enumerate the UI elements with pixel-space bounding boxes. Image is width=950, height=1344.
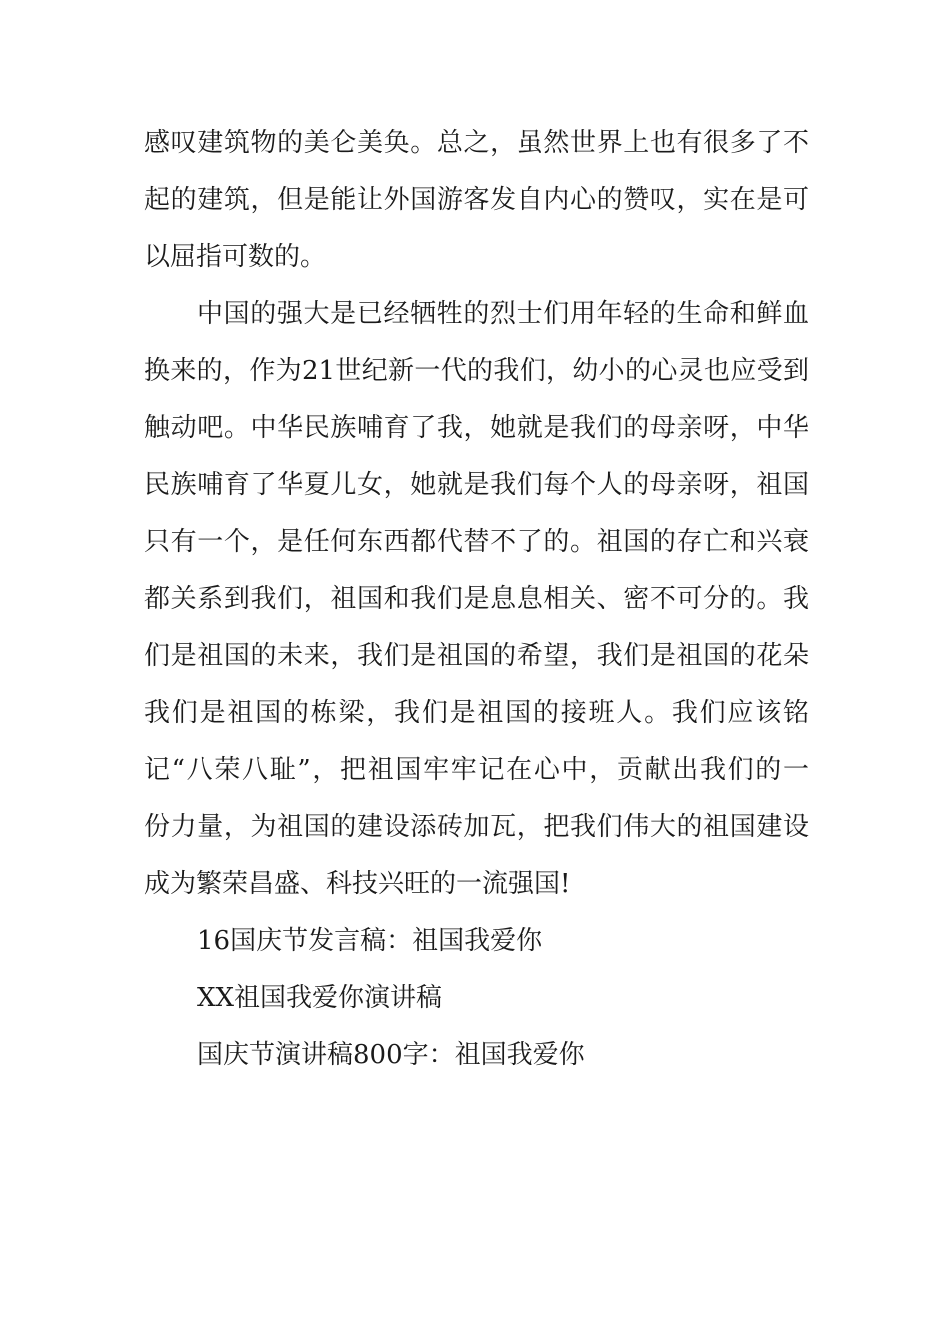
related-link[interactable]: XX祖国我爱你演讲稿 (197, 983, 443, 1013)
text-line: 都关系到我们，祖国和我们是息息相关、密不可分的。我 (144, 584, 809, 614)
text-line: 只有一个，是任何东西都代替不了的。祖国的存亡和兴衰 (144, 527, 809, 557)
text-line: 触动吧。中华民族哺育了我，她就是我们的母亲呀，中华 (144, 413, 809, 443)
text-line: 成为繁荣昌盛、科技兴旺的一流强国! (144, 869, 571, 899)
related-link[interactable]: 16国庆节发言稿：祖国我爱你 (197, 926, 543, 956)
text-line: 民族哺育了华夏儿女，她就是我们每个人的母亲呀，祖国 (144, 470, 809, 500)
text-line: 起的建筑，但是能让外国游客发自内心的赞叹，实在是可 (144, 185, 809, 215)
related-link[interactable]: 国庆节演讲稿800字：祖国我爱你 (197, 1040, 585, 1070)
text-line: 换来的，作为21世纪新一代的我们，幼小的心灵也应受到 (144, 356, 809, 386)
text-line: 中国的强大是已经牺牲的烈士们用年轻的生命和鲜血 (197, 299, 809, 329)
text-line: 份力量，为祖国的建设添砖加瓦，把我们伟大的祖国建设 (144, 812, 809, 842)
paragraph-1 (144, 115, 809, 286)
text-line: 我们是祖国的栋梁，我们是祖国的接班人。我们应该铭 (144, 698, 809, 728)
text-line: 以屈指可数的。 (144, 242, 327, 272)
paragraph-2 (144, 286, 809, 913)
text-line: 感叹建筑物的美仑美奂。总之，虽然世界上也有很多了不 (144, 128, 809, 158)
text-line: 们是祖国的未来，我们是祖国的希望，我们是祖国的花朵 (144, 641, 809, 671)
text-line: 记“八荣八耻”，把祖国牢牢记在心中，贡献出我们的一 (144, 755, 809, 785)
